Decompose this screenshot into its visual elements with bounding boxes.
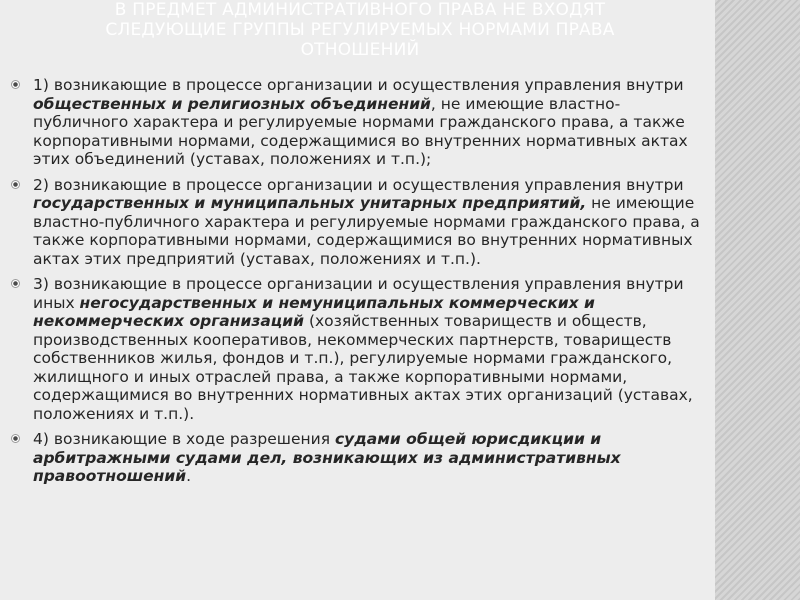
slide-title-line-3: ОТНОШЕНИЙ bbox=[300, 40, 420, 60]
item-text: , не имеющие властно-публичного характера и регулируемые нормами гражданского права, а также корпоративными нормами, содержащимися во внутренних нормативных актах этих объединений (уставах, положениях и т.п.); bbox=[33, 94, 688, 168]
item-text: . bbox=[186, 467, 192, 485]
list-item-4 bbox=[10, 430, 705, 486]
item-emphasis: негосударственных и немуниципальных коммерческих и некоммерческих организаций bbox=[33, 293, 595, 330]
circle-bullet-icon bbox=[11, 80, 20, 89]
item-emphasis: общественных и религиозных объединений bbox=[33, 94, 431, 113]
item-text: 1) возникающие в процессе организации и осуществления управления внутри bbox=[33, 76, 684, 94]
item-text: 3) возникающие в процессе организации и осуществления управления внутри иных bbox=[33, 275, 684, 312]
list-item-1 bbox=[10, 76, 705, 169]
item-text: не имеющие властно-публичного характера и регулируемые нормами гражданского права, а также корпоративными нормами, содержащимися во внутренних нормативных актах этих предприятий (уставах, положениях и т.п.). bbox=[33, 194, 700, 268]
decorative-stripe bbox=[715, 0, 800, 600]
slide-title bbox=[20, 0, 700, 62]
list-item-2 bbox=[10, 176, 705, 269]
item-emphasis: государственных и муниципальных унитарных предприятий, bbox=[33, 194, 587, 212]
circle-bullet-icon bbox=[11, 180, 20, 189]
item-text: 4) возникающие в ходе разрешения bbox=[33, 430, 335, 448]
slide-title-line-1: В ПРЕДМЕТ АДМИНИСТРАТИВНОГО ПРАВА НЕ ВХОДЯТ bbox=[114, 0, 606, 20]
item-emphasis: судами общей юрисдикции и арбитражными судами дел, возникающих из административных правоотношений bbox=[33, 430, 621, 485]
circle-bullet-icon bbox=[11, 434, 20, 443]
list-item-3 bbox=[10, 275, 705, 423]
item-text: 2) возникающие в процессе организации и осуществления управления внутри bbox=[33, 175, 684, 194]
circle-bullet-icon bbox=[11, 279, 20, 288]
slide-title-line-2: СЛЕДУЮЩИЕ ГРУППЫ РЕГУЛИРУЕМЫХ НОРМАМИ ПРАВА bbox=[105, 20, 615, 40]
item-text: (хозяйственных товариществ и обществ, производственных кооперативов, некоммерческих партнерств, товариществ собственников жилья, фондов и т.п.), регулируемые нормами гражданского, жилищного и иных отраслей права, а также корпоративными нормами, содержащимися во внутренних нормативных актах этих организаций (уставах, положениях и т.п.). bbox=[33, 312, 693, 423]
bullet-list bbox=[10, 76, 705, 493]
